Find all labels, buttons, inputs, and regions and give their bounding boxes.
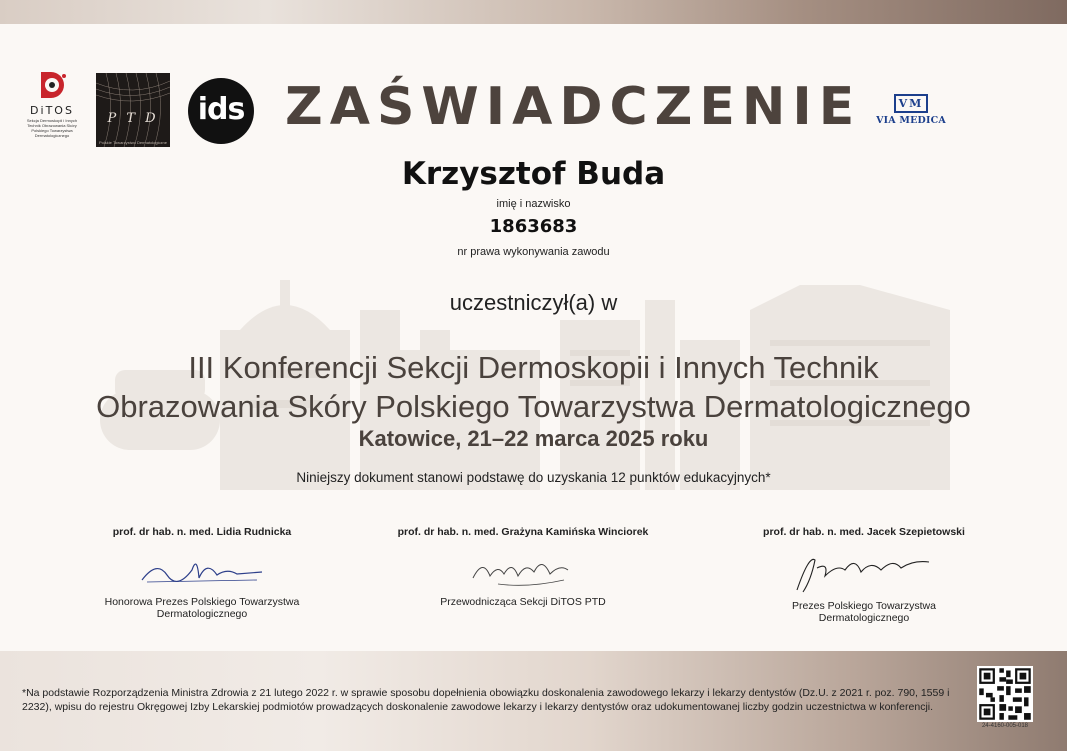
ditos-logo-name: DiTOS [30, 104, 74, 117]
conference-title [0, 348, 1067, 426]
conference-title-line2: Obrazowania Skóry Polskiego Towarzystwa Dermatologicznego [96, 389, 971, 424]
signatory-role-line2: Dermatologicznego [156, 608, 248, 620]
via-medica-logo [875, 94, 947, 128]
certificate-title: ZAŚWIADCZENIE [285, 77, 862, 137]
ptd-logo-letters: P T D [107, 111, 159, 126]
participation-text: uczestniczył(a) w [449, 290, 618, 315]
conference-place-date: Katowice, 21–22 marca 2025 roku [358, 426, 709, 451]
ids-logo [188, 78, 254, 144]
ids-logo-text: ids [197, 92, 245, 127]
handwritten-signature-icon [789, 550, 939, 594]
recipient-name-label: imię i nazwisko [496, 198, 571, 210]
points-note: Niniejszy dokument stanowi podstawę do uzyskania 12 punktów edukacyjnych* [296, 470, 771, 485]
signatory-name: prof. dr hab. n. med. Grażyna Kamińska Winciorek [397, 526, 649, 538]
ptd-logo-icon [96, 73, 170, 147]
ptd-logo [96, 73, 170, 147]
ditos-logo-subtitle: Sekcja Dermoskopii i Innych Technik Obrazowania Skóry Polskiego Towarzystwa Dermatologicznego [26, 118, 78, 138]
ditos-logo [22, 68, 82, 148]
recipient-name: Krzysztof Buda [401, 156, 666, 192]
qr-code-caption: 24-4160-005-018 [981, 723, 1029, 729]
signatory-role-line1: Przewodnicząca Sekcji DiTOS PTD [440, 596, 606, 608]
signatory-name: prof. dr hab. n. med. Lidia Rudnicka [112, 526, 292, 538]
via-medica-logo-name: VIA MEDICA [876, 115, 946, 126]
signatory-role-line1: Honorowa Prezes Polskiego Towarzystwa [104, 596, 300, 608]
license-number-label: nr prawa wykonywania zawodu [457, 246, 610, 258]
ptd-logo-subtitle: Polskie Towarzystwo Dermatologiczne [99, 140, 167, 145]
signature-block-rudnicka [57, 526, 347, 620]
signatory-role [719, 600, 1009, 624]
handwritten-signature-icon [137, 550, 267, 590]
top-decorative-band [0, 0, 1067, 24]
legal-footnote: *Na podstawie Rozporządzenia Ministra Zdrowia z 21 lutego 2022 r. w sprawie sposobu dopełnienia obowiązku doskonalenia zawodowego lekarzy i lekarzy dentystów (Dz.U. z 2021 r. poz. 790, 1559 i 2232), wpisu do rejestru Okręgowej Izby Lekarskiej podmiotów prowadzących doskonalenie zawodowe lekarzy i lekarzy dentystów oraz udokumentowanej liczby godzin uczestnictwa w konferencji. [22, 687, 950, 713]
signature-block-kaminska-winciorek [378, 526, 668, 608]
signatory-role-line2: Dermatologicznego [818, 612, 910, 624]
signatory-role [57, 596, 347, 620]
via-medica-logo-icon: VM [894, 94, 929, 113]
signatory-role-line1: Prezes Polskiego Towarzystwa [792, 600, 936, 612]
handwritten-signature-icon [468, 550, 578, 590]
signature-block-szepietowski [719, 526, 1009, 624]
signatory-role [378, 596, 668, 608]
ditos-logo-icon [35, 68, 69, 102]
conference-title-line1: III Konferencji Sekcji Dermoskopii i Innych Technik [188, 350, 879, 385]
signatory-name: prof. dr hab. n. med. Jacek Szepietowski [763, 526, 965, 538]
license-number: 1863683 [489, 216, 578, 237]
qr-code-icon [977, 666, 1033, 722]
